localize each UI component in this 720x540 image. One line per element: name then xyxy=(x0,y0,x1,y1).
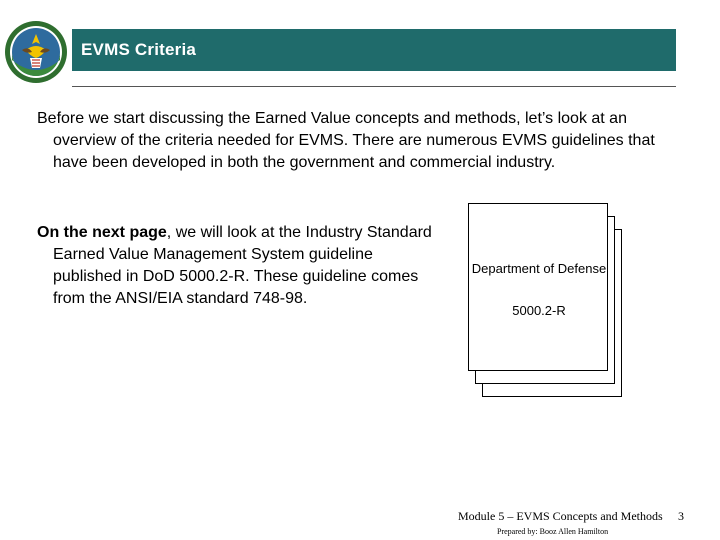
document-stack-icon xyxy=(468,203,638,399)
doe-seal-icon xyxy=(4,20,68,84)
page-number: 3 xyxy=(678,509,684,523)
next-page-paragraph xyxy=(37,222,437,310)
next-page-text: , we will look at the Industry Standard Earned Value Management System guideline published in DoD 5000.2-R. These guideline comes from the ANSI/EIA standard 748-98. xyxy=(53,224,432,307)
next-page-emphasis: On the next page xyxy=(37,224,167,241)
footer-module: Module 5 – EVMS Concepts and Methods xyxy=(458,509,663,523)
footer-prepared-by: Prepared by: Booz Allen Hamilton xyxy=(497,527,609,536)
title-bar xyxy=(72,29,676,71)
intro-paragraph: Before we start discussing the Earned Value concepts and methods, let’s look at an overview of the criteria needed for EVMS. There are numerous EVMS guidelines that have been developed in both the government and commercial industry. xyxy=(37,110,655,171)
title-divider xyxy=(72,86,676,87)
document-sheet-front xyxy=(468,203,608,371)
document-number: 5000.2-R xyxy=(512,303,566,318)
page-title: EVMS Criteria xyxy=(81,40,197,59)
document-organization: Department of Defense xyxy=(471,261,607,276)
